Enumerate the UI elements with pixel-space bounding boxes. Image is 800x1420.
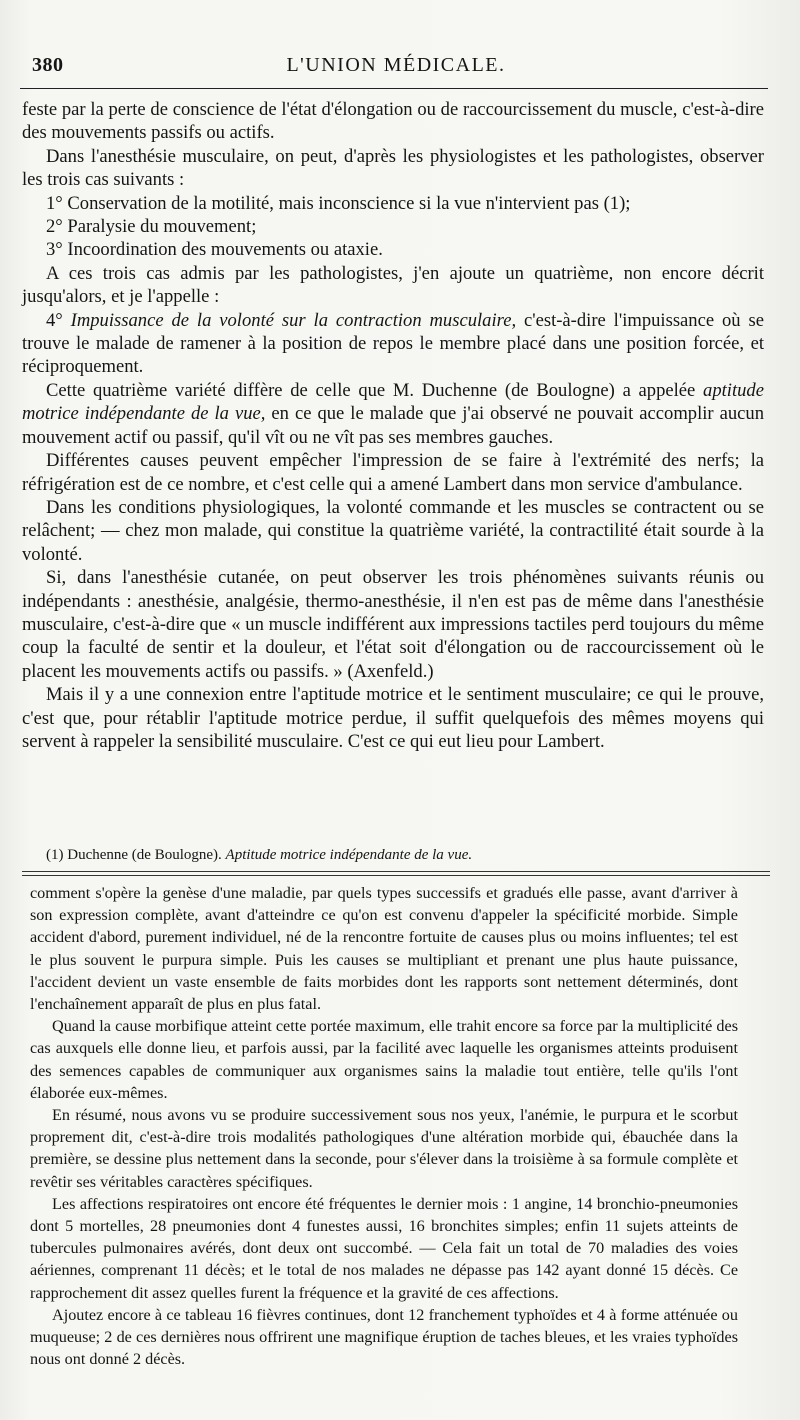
paragraph: Dans les conditions physiologiques, la volonté commande et les muscles se contractent ou se relâchent; — chez mon malade, qui constitue la quatrième variété, la contractilité était sourde à la volonté.	[22, 496, 764, 565]
item-number: 4°	[46, 309, 63, 331]
paragraph: Différentes causes peuvent empêcher l'impression de se faire à l'extrémité des nerfs; la réfrigération est de ce nombre, et c'est celle qui a amené Lambert dans mon service d'ambulance.	[22, 450, 764, 495]
running-header	[32, 54, 760, 84]
list-item: 3° Incoordination des mouvements ou ataxie.	[46, 239, 383, 261]
italic-phrase: Impuissance de la volonté sur la contraction musculaire,	[70, 309, 517, 331]
section-divider	[22, 871, 770, 876]
paragraph: Ajoutez encore à ce tableau 16 fièvres continues, dont 12 franchement typhoïdes et 4 à forme atténuée ou muqueuse; 2 de ces dernières nous offrirent une magnifique éruption de taches bleues, et les vraies typhoïdes nous ont donné 2 décès.	[30, 1305, 738, 1369]
paragraph: comment s'opère la genèse d'une maladie, par quels types successifs et gradués elle passe, avant d'arriver à son expression complète, avant d'atteindre ce qu'on est convenu d'appeler la spécificité morbide. Simple accident d'abord, purement individuel, né de la rencontre fortuite de causes plus ou moins influentes; tel est le plus souvent le purpura simple. Puis les causes se multipliant et prenant une plus haute puissance, l'accident devient un vaste ensemble de faits morbides dont les rapports sont nettement déterminés, dont l'enchaînement apparaît de plus en plus fatal.	[30, 884, 738, 1014]
list-item: 2° Paralysie du mouvement;	[46, 216, 257, 238]
footnote	[46, 845, 760, 865]
lower-article-text	[30, 882, 738, 1370]
paragraph: Si, dans l'anesthésie cutanée, on peut observer les trois phénomènes suivants réunis ou indépendants : anesthésie, analgésie, thermo-anesthésie, il n'en est pas de même dans l'anesthésie musculaire, c'est-à-dire que « un muscle indifférent aux impressions tactiles perd toujours du même coup la faculté de sentir et la douleur, et l'état soit d'élongation ou de raccourcissement où le placent les mouvements actifs ou passifs. » (Axenfeld.)	[22, 567, 764, 682]
journal-title: L'UNION MÉDICALE.	[286, 54, 506, 76]
paragraph: En résumé, nous avons vu se produire successivement sous nos yeux, l'anémie, le purpura et le scorbut proprement dit, c'est-à-dire trois modalités pathologiques d'une altération morbide qui, ébauchée dans la première, se dessine plus nettement dans la seconde, pour s'élever dans la troisième à sa formule complète et revêtir ses véritables caractères spécifiques.	[30, 1106, 738, 1191]
paragraph: Mais il y a une connexion entre l'aptitude motrice et le sentiment musculaire; ce qui le prouve, c'est que, pour rétablir l'aptitude motrice perdue, il suffit quelquefois des mêmes moyens qui servent à rappeler la sensibilité musculaire. C'est ce qui eut lieu pour Lambert.	[22, 684, 764, 752]
text-run: en ce que le malade que j'ai observé ne pouvait accomplir aucun mouvement actif ou passif, qu'il vît ou ne vît pas ses membres gauches.	[22, 403, 764, 448]
upper-article-text	[22, 98, 764, 753]
paragraph: Dans l'anesthésie musculaire, on peut, d'après les physiologistes et les pathologistes, observer les trois cas suivants :	[22, 145, 764, 191]
list-item: 1° Conservation de la motilité, mais inconscience si la vue n'intervient pas (1);	[46, 192, 631, 214]
paragraph-duchenne	[22, 379, 764, 449]
list-item-fourth	[22, 309, 764, 379]
footnote-lead: (1) Duchenne (de Boulogne).	[46, 847, 226, 863]
italic-phrase: aptitude motrice indépendante de la vue,	[22, 379, 764, 425]
paragraph: A ces trois cas admis par les pathologistes, j'en ajoute un quatrième, non encore décrit jusqu'alors, et je l'appelle :	[22, 262, 764, 308]
paragraph: Les affections respiratoires ont encore été fréquentes le dernier mois : 1 angine, 14 bronchio-pneumonies dont 5 mortelles, 28 pneumonies dont 4 funestes aussi, 16 bronchites simples; enfin 11 sujets atteints de tubercules pulmonaires avérés, dont deux ont succombé. — Cela fait un total de 70 maladies des voies aériennes, comprenant 11 décès; et le total de nos malades ne dépasse pas 142 ayant donné 15 décès. Ce rapprochement dit assez quelles furent la fréquence et la gravité de ces affections.	[30, 1194, 738, 1302]
item-text: c'est-à-dire l'impuissance où se trouve le malade de ramener à la position de repos le membre placé dans une position forcée, et réciproquement.	[22, 309, 764, 378]
paragraph: Quand la cause morbifique atteint cette portée maximum, elle trahit encore sa force par la multiplicité des cas auxquels elle donne lieu, et parfois aussi, par la facilité avec laquelle les organismes atteints produisent des semences capables de communiquer aux organismes sains la maladie tout entière, telle qu'ils l'ont élaborée eux-mêmes.	[30, 1017, 738, 1102]
footnote-italic: Aptitude motrice indépendante de la vue.	[225, 847, 473, 863]
header-rule	[20, 88, 768, 89]
paragraph: feste par la perte de conscience de l'état d'élongation ou de raccourcissement du muscle, c'est-à-dire des mouvements passifs ou actifs.	[22, 99, 764, 144]
page-number: 380	[32, 54, 64, 76]
text-run: Cette quatrième variété diffère de celle que M. Duchenne (de Boulogne) a appelée	[46, 379, 704, 401]
